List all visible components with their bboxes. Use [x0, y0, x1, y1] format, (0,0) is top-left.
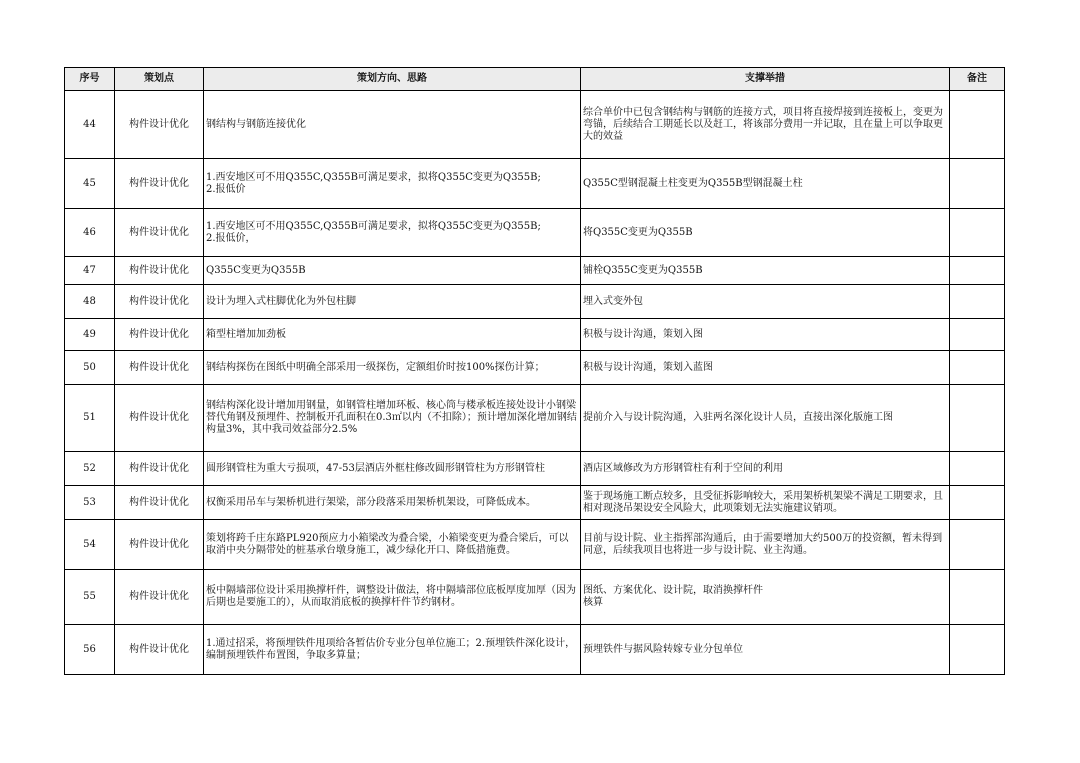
cell-remark: [950, 520, 1005, 570]
cell-no: 44: [65, 91, 115, 159]
cell-no: 49: [65, 319, 115, 351]
direction-text: 钢结构探伤在图纸中明确全部采用一级探伤，定额组价时按100%探伤计算；: [206, 361, 545, 373]
cell-direction: [204, 520, 581, 570]
cell-no: 50: [65, 351, 115, 385]
cell-remark: [950, 319, 1005, 351]
cell-remark: [950, 257, 1005, 285]
cell-remark: [950, 209, 1005, 257]
cell-no: 55: [65, 570, 115, 625]
cell-direction: [204, 385, 581, 452]
table-row: [65, 91, 1005, 159]
cell-remark: [950, 570, 1005, 625]
cell-measures: [581, 257, 950, 285]
measures-text: 将Q355C变更为Q355B: [583, 226, 693, 238]
cell-remark: [950, 385, 1005, 452]
cell-point: 构件设计优化: [115, 351, 204, 385]
measures-text: 提前介入与设计院沟通，入驻两名深化设计人员，直接出深化版施工图: [583, 412, 893, 423]
cell-measures: [581, 285, 950, 319]
cell-measures: [581, 520, 950, 570]
direction-text: 策划将跨千庄东路PL920预应力小箱梁改为叠合梁，小箱梁变更为叠合梁后，可以取消中央分隔带处的桩基承台墩身施工，减少绿化开口、降低措施费。: [206, 532, 569, 556]
table-row: [65, 351, 1005, 385]
cell-measures: [581, 91, 950, 159]
direction-text: Q355C变更为Q355B: [206, 264, 306, 276]
cell-point: 构件设计优化: [115, 625, 204, 675]
header-point: 策划点: [115, 68, 204, 91]
cell-remark: [950, 285, 1005, 319]
cell-remark: [950, 159, 1005, 209]
header-measures: 支撑举措: [581, 68, 950, 91]
table-row: [65, 520, 1005, 570]
table-header-row: [65, 68, 1005, 91]
cell-remark: [950, 486, 1005, 520]
cell-point: 构件设计优化: [115, 159, 204, 209]
cell-remark: [950, 91, 1005, 159]
cell-point: 构件设计优化: [115, 257, 204, 285]
header-no: 序号: [65, 68, 115, 91]
table-row: [65, 452, 1005, 486]
header-remark: 备注: [950, 68, 1005, 91]
direction-text: 1.西安地区可不用Q355C,Q355B可满足要求，拟将Q355C变更为Q355B; 2.报低价: [206, 171, 541, 195]
measures-text: 酒店区域修改为方形钢管柱有利于空间的利用: [583, 462, 783, 474]
measures-text: 埋入式变外包: [583, 295, 643, 307]
cell-direction: [204, 452, 581, 486]
cell-measures: [581, 625, 950, 675]
cell-point: 构件设计优化: [115, 486, 204, 520]
table-row: [65, 570, 1005, 625]
cell-direction: [204, 319, 581, 351]
measures-text: Q355C型钢混凝土柱变更为Q355B型钢混凝土柱: [583, 177, 803, 189]
cell-direction: [204, 625, 581, 675]
measures-text: 综合单价中已包含钢结构与钢筋的连接方式，项目将直接焊接到连接板上，变更为弯锚，后续结合工期延长以及赶工，将该部分费用一并记取，且在量上可以争取更大的效益: [583, 106, 943, 142]
cell-no: 56: [65, 625, 115, 675]
cell-measures: [581, 385, 950, 452]
table-row: [65, 486, 1005, 520]
direction-text: 1.西安地区可不用Q355C,Q355B可满足要求，拟将Q355C变更为Q355B; 2.报低价，: [206, 220, 541, 244]
table-row: [65, 319, 1005, 351]
direction-text: 圆形钢管柱为重大亏损项，47-53层酒店外框柱修改圆形钢管柱为方形钢管柱: [206, 462, 545, 474]
cell-direction: [204, 159, 581, 209]
cell-no: 45: [65, 159, 115, 209]
cell-no: 51: [65, 385, 115, 452]
strategy-table-page: [64, 67, 1005, 675]
cell-measures: [581, 452, 950, 486]
cell-direction: [204, 91, 581, 159]
cell-point: 构件设计优化: [115, 285, 204, 319]
cell-no: 53: [65, 486, 115, 520]
cell-measures: [581, 159, 950, 209]
table-row: [65, 385, 1005, 452]
cell-point: 构件设计优化: [115, 570, 204, 625]
cell-direction: [204, 486, 581, 520]
measures-text: 积极与设计沟通，策划入图: [583, 328, 703, 340]
direction-text: 箱型柱增加加劲板: [206, 328, 286, 340]
table-row: [65, 257, 1005, 285]
table-row: [65, 209, 1005, 257]
measures-text: 预埋铁件与据风险转嫁专业分包单位: [583, 643, 743, 655]
cell-no: 54: [65, 520, 115, 570]
cell-no: 52: [65, 452, 115, 486]
cell-point: 构件设计优化: [115, 209, 204, 257]
cell-point: 构件设计优化: [115, 385, 204, 452]
table-row: [65, 625, 1005, 675]
table-row: [65, 285, 1005, 319]
cell-measures: [581, 570, 950, 625]
cell-direction: [204, 285, 581, 319]
cell-remark: [950, 351, 1005, 385]
cell-no: 46: [65, 209, 115, 257]
cell-measures: [581, 319, 950, 351]
cell-point: 构件设计优化: [115, 520, 204, 570]
cell-no: 48: [65, 285, 115, 319]
cell-direction: [204, 209, 581, 257]
cell-point: 构件设计优化: [115, 91, 204, 159]
table-row: [65, 159, 1005, 209]
cell-remark: [950, 625, 1005, 675]
cell-direction: [204, 257, 581, 285]
measures-text: 鉴于现场施工断点较多，且受征拆影响较大，采用架桥机架梁不满足工期要求，且相对现浇吊架设安全风险大，此项策划无法实施建议销项。: [583, 490, 943, 514]
cell-point: 构件设计优化: [115, 319, 204, 351]
measures-text: 图纸、方案优化、设计院，取消换撑杆件 核算: [583, 585, 763, 608]
cell-direction: [204, 570, 581, 625]
direction-text: 1.通过招采，将预埋铁件甩项给各暂估价专业分包单位施工；2.预埋铁件深化设计，编制预埋铁件布置图，争取多算量；: [206, 637, 576, 661]
cell-no: 47: [65, 257, 115, 285]
direction-text: 钢结构深化设计增加用钢量，如钢管柱增加环板、核心筒与楼承板连接处设计小钢梁替代角钢及预埋件、控制板开孔面积在0.3㎡以内（不扣除）；预计增加深化增加钢结构量3%，其中我司效益部分2.5%: [206, 400, 577, 435]
cell-point: 构件设计优化: [115, 452, 204, 486]
direction-text: 设计为埋入式柱脚优化为外包柱脚: [206, 295, 356, 307]
cell-measures: [581, 351, 950, 385]
cell-direction: [204, 351, 581, 385]
cell-measures: [581, 486, 950, 520]
direction-text: 钢结构与钢筋连接优化: [206, 118, 306, 130]
measures-text: 积极与设计沟通，策划入蓝图: [583, 361, 713, 373]
cell-measures: [581, 209, 950, 257]
header-direction: 策划方向、思路: [204, 68, 581, 91]
direction-text: 权衡采用吊车与架桥机进行架梁，部分段落采用架桥机架设，可降低成本。: [206, 496, 536, 508]
strategy-table: [64, 67, 1005, 675]
measures-text: 目前与设计院、业主指挥部沟通后，由于需要增加大约500万的投资额，暂未得到同意，后续我项目也将进一步与设计院、业主沟通。: [583, 532, 943, 556]
measures-text: 铺栓Q355C变更为Q355B: [583, 264, 703, 276]
direction-text: 板中隔墙部位设计采用换撑杆件，调整设计做法，将中隔墙部位底板厚度加厚（因为后期也是要施工的），从而取消底板的换撑杆件节约钢材。: [206, 585, 576, 608]
cell-remark: [950, 452, 1005, 486]
